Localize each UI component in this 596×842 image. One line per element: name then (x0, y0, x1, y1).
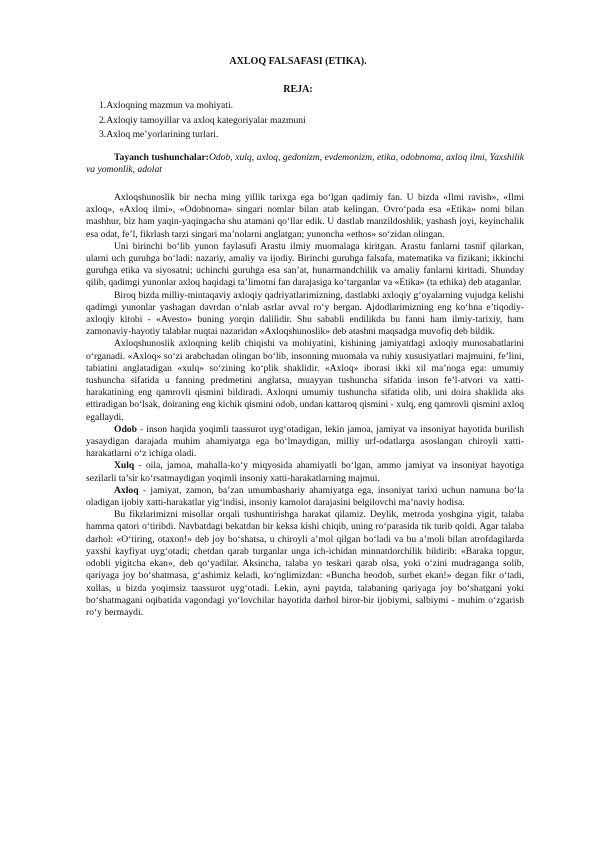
definition-text: - oila, jamoa, mahalla-ko‘y miqyosida ahamiyatli bo‘lgan, ammo jamiyat va insoniyat hayotiga sezilarli ta’sir ko‘rsatmaydigan yoqimli insoniy xatti-harakatlarning majmui. (86, 460, 524, 484)
plan-item: 3.Axloq me’yorlarining turlari. (99, 129, 219, 140)
definition-term: Xulq (114, 460, 135, 472)
key-concepts-text: Odob, xulq, axloq, gedonizm, evdemonizm, etika, odobnoma, axloq ilmi, Yaxshilik va yomonlik, adolat (86, 152, 524, 176)
plan-item: 2.Axloqiy tamoyillar va axloq kategoriyalar mazmuni (99, 114, 306, 126)
plan-heading: REJA: (283, 84, 313, 95)
definition-text: - inson haqida yoqimli taassurot uyg‘otadigan, lekin jamoa, jamiyat va insoniyat hayotida burilish yasaydigan darajada muhim ahamiyatga ega bo‘lmaydigan, milliy urf-odatlarga asoslangan chiroyli xatti-harakatlarni o‘z ichiga oladi. (86, 423, 524, 460)
paragraph: Uni birinchi bo‘lib yunon faylasufi Arastu ilmiy muomalaga kiritgan. Arastu fanlarni tasnif qilarkan, ularni uch guruhga bo‘ladi: nazariy, amaliy va ijodiy. Birinchi guruhga falsafa, matematika va fizikani; ikkinchi guruhga etika va siyosatni; uchinchi guruhga esa san’at, hunarmandchilik va amaliy fanlarni kiritadi. Shunday qilib, qadimgi yunonlar axloq haqidagi ta’limotni fan darajasiga ko‘targanlar va «Etika» (ta ethika) deb ataganlar. (86, 240, 524, 289)
definition-xulq (86, 460, 524, 484)
definition-text: - jamiyat, zamon, ba’zan umumbashariy ahamiyatga ega, insoniyat tarixi uchun namuna bo‘la oladigan ijobiy xatti-harakatlar yig‘indisi, insoniy kamolot darajasini belgilovchi ma’naviy hodisa. (86, 484, 524, 509)
definition-term: Axloq (114, 484, 139, 496)
closing-paragraph: Bu fikrlarimizni misollar orqali tushuntirishga harakat qilamiz. Deylik, metroda yoshgina yigit, talaba hamma qatori o‘tiribdi. Navbatdagi bekatdan bir keksa kishi chiqib, uning ro‘parasida tik turib qoldi. Agar talaba darhol: «O‘tiring, otaxon!» deb joy bo‘shatsa, u chiroyli a’mol qilgan bo‘ladi va bu a’moli bilan atrofdagilarda yaxshi kayfiyat uyg‘otadi; chetdan qarab turganlar unga ich-ichidan minnatdorchilik bildirib: «Baraka topgur, odobli yigitcha ekan», deb qo‘yadilar. Aksincha, talaba yo teskari qarab olsa, yoki o‘zini mudraganga solib, qariyaga joy bo‘shatmasa, g‘ashimiz keladi, ko‘nglimizdan: «Buncha beodob, surbet ekan!» degan fikr o‘tadi, xullas, u bizda yoqimsiz taassurot uyg‘otadi. Lekin, ayni paytda, talabaning qariyaga joy bo‘shatgani yoki bo‘shatmagani oqibatida vagondagi yo‘lovchilar hayotida darhol biror-bir ijobiymi, salbiymi - muhim o‘zgarish ro‘y bermaydi. (86, 509, 524, 618)
paragraph: Axloqshunoslik axloqning kelib chiqishi va mohiyatini, kishining jamiyatdagi axloqiy munosabatlarini o‘rganadi. «Axloq» so‘zi arabchadan olingan bo‘lib, insonning muomala va ruhiy xususiyatlari majmuini, fe’lini, tabiatini anglatadigan «xulq» so‘zining ko‘plik shaklidir. «Axloq» iborasi ikki xil ma’noga ega: umumiy tushuncha sifatida u fanning predmetini anglatsa, muayyan tushuncha sifatida inson fe’l-atvori va xatti-harakatining eng qamrovli qismini bildiradi. Axloqni umumiy tushuncha sifatida olib, uni doira shaklida aks ettiradigan bo‘lsak, doiraning eng kichik qismini odob, undan kattaroq qismini - xulq, eng qamrovli qismini axloq egallaydi. (86, 338, 524, 423)
definition-term: Odob (114, 423, 137, 435)
key-concepts-label: Tayanch tushunchalar: (114, 152, 209, 163)
definition-odob (86, 424, 524, 461)
body-text (86, 192, 524, 619)
document-title: AXLOQ FALSAFASI (ETIKA). (229, 56, 367, 67)
paragraph: Axloqshunoslik bir necha ming yillik tarixga ega bo‘lgan qadimiy fan. U bizda «Ilmi ravish», «Ilmi axloq», «Axloq ilmi», «Odobnoma» singari nomlar bilan atab kelingan. Ovro‘pada esa «Etika» nomi bilan mashhur, biz ham yaqin-yaqingacha shu atamani qo‘llar edik. U dastlab manzildoshlik, yashash joyi, keyinchalik esa odat, fe’l, fikrlash tarzi singari ma’nolarni anglatgan; yunoncha «ethos» so‘zidan olingan. (86, 192, 524, 240)
plan-item: 1.Axloqning mazmun va mohiyati. (99, 100, 234, 111)
plan-list (99, 99, 519, 143)
key-concepts (86, 152, 524, 176)
definition-axloq (86, 485, 524, 509)
paragraph: Biroq bizda milliy-mintaqaviy axloqiy qadriyatlarimizning, dastlabki axloqiy g‘oyalarning vujudga kelishi qadimgi yunonlar yashagan davrdan o‘nlab asrlar avval ro‘y bergan. Ajdodlarimizning eng ko‘hna e’tiqodiy-axloqiy kitobi - «Avesto» buning yorqin dalilidir. Shu sababli endilikda bu fanni ham ilmiy-tarixiy, ham zamonaviy-hayotiy talablar nuqtai nazaridan «Axloqshunoslik» deb atashni maqsadga muvofiq deb bildik. (86, 289, 524, 338)
